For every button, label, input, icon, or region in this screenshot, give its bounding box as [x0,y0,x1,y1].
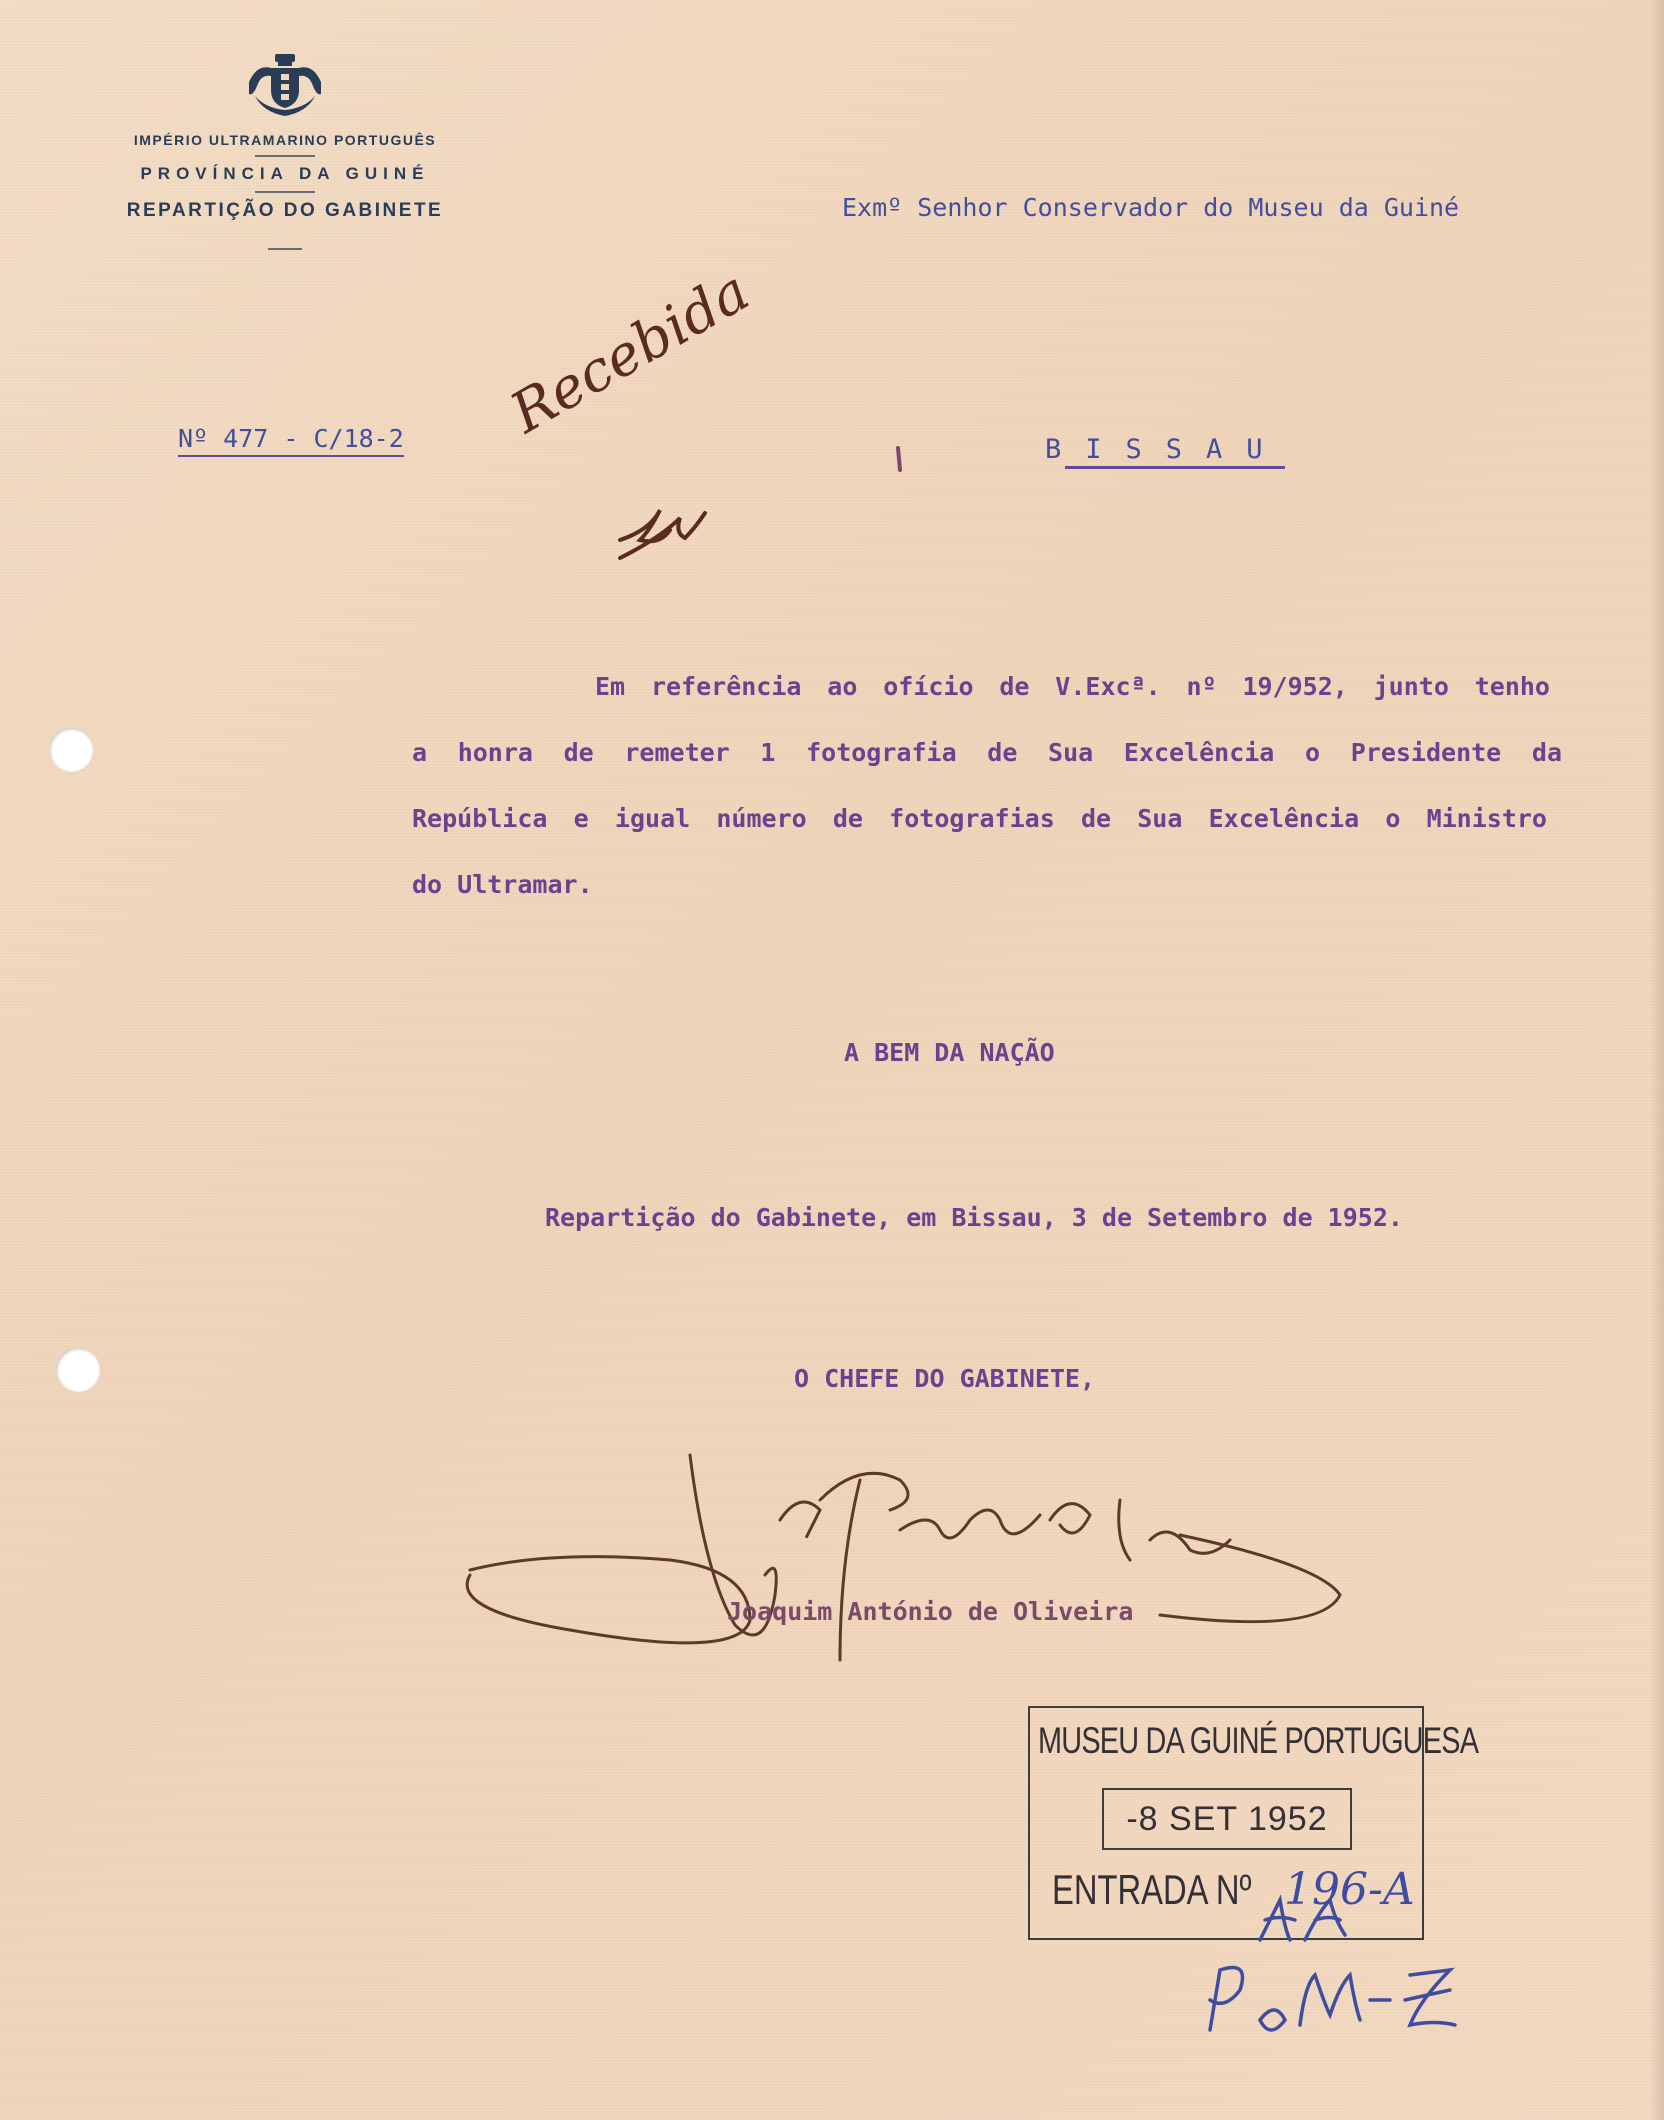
registry-stamp [1028,1706,1479,1940]
tick-mark [898,448,900,470]
stamp-entry-label: ENTRADA Nº [1052,1866,1252,1913]
stamp-entry-number: 196-A [1284,1864,1415,1915]
page-edge-shadow [1650,0,1664,2120]
body-line: Em referência ao ofício de V.Excª. nº 19/952, junto tenho [595,672,1550,701]
signatory-title: O CHEFE DO GABINETE, [794,1364,1096,1393]
signatory-name: Joaquim António de Oliveira [727,1597,1134,1626]
body-line: do Ultramar. [412,870,593,899]
place-underline [1065,466,1285,469]
stamp-title: MUSEU DA GUINÉ PORTUGUESA [1038,1720,1479,1761]
handwritten-shelf-mark [1210,1968,1455,2031]
stamp-date: -8 SET 1952 [1102,1788,1352,1850]
body-line: a honra de remeter 1 fotografia de Sua Excelência o Presidente da [412,738,1562,767]
date-line: Repartição do Gabinete, em Bissau, 3 de Setembro de 1952. [545,1203,1403,1232]
signature [467,1455,1340,1660]
punch-hole [56,1348,100,1392]
letterhead-rule [255,155,315,157]
handwritten-received-note: Recebida [500,258,761,447]
handwritten-initials [620,510,705,558]
letterhead-rule [268,248,302,250]
reference-number: Nº 477 - C/18-2 [178,424,404,457]
letterhead-empire: IMPÉRIO ULTRAMARINO PORTUGUÊS [133,132,437,148]
letterhead-rule [255,191,315,193]
body-line: República e igual número de fotografias de Sua Excelência o Ministro [412,804,1547,833]
letterhead-department: REPARTIÇÃO DO GABINETE [126,200,444,221]
punch-hole [49,728,93,772]
letterhead [70,52,500,257]
coat-of-arms-icon [245,52,325,120]
letterhead-province: PROVÍNCIA DA GUINÉ [140,164,430,183]
addressee: Exmº Senhor Conservador do Museu da Guiné [842,193,1460,222]
closing-salutation: A BEM DA NAÇÃO [844,1038,1055,1067]
place: BISSAU [1045,434,1287,465]
